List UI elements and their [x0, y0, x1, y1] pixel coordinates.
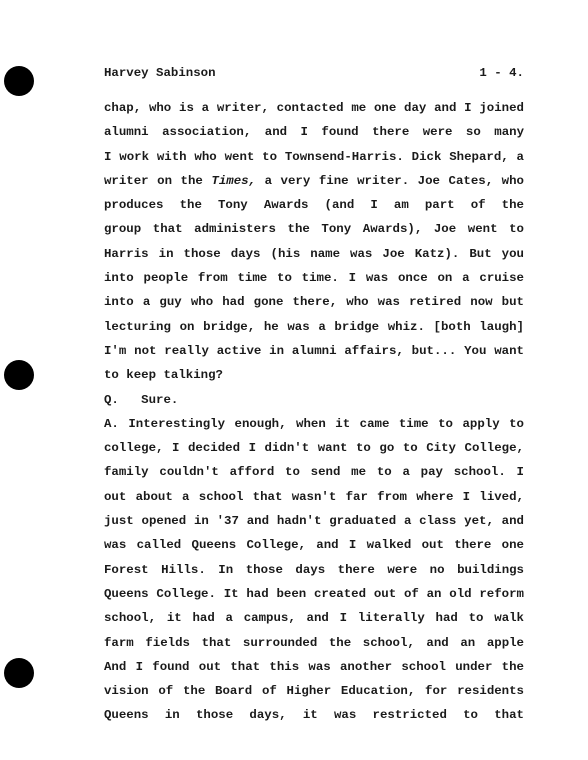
- transcript-line: out about a school that wasn't far from where I lived,: [104, 489, 524, 504]
- transcript-line: to keep talking?: [104, 368, 223, 383]
- transcript-line: Queens College. It had been created out of an old reform: [104, 586, 524, 601]
- transcript-line: into people from time to time. I was once on a cruise: [104, 271, 524, 286]
- transcript-line-text: writer on the: [104, 173, 212, 188]
- punch-hole-top: [4, 66, 34, 96]
- transcript-line-text: a very fine writer. Joe Cates, who: [256, 173, 524, 188]
- transcript-line: just opened in '37 and hadn't graduated a class yet, and: [104, 514, 524, 529]
- transcript-line: vision of the Board of Higher Education, for residents: [104, 684, 524, 699]
- transcript-line: Forest Hills. In those days there were no buildings: [104, 562, 524, 577]
- header-interviewee-name: Harvey Sabinson: [104, 66, 216, 80]
- transcript-line: lecturing on bridge, he was a bridge whiz. [both laugh]: [104, 319, 524, 334]
- transcript-line: alumni association, and I found there were so many: [104, 125, 524, 140]
- transcript-line: produces the Tony Awards (and I am part of the: [104, 198, 524, 213]
- transcript-line: group that administers the Tony Awards), Joe went to: [104, 222, 524, 237]
- transcript-line: Queens in those days, it was restricted to that: [104, 708, 524, 723]
- punch-hole-bottom: [4, 658, 34, 688]
- transcript-line: [104, 169, 524, 193]
- transcript-body: [104, 96, 524, 728]
- transcript-line-italic: Times,: [211, 173, 257, 188]
- transcript-line: college, I decided I didn't want to go to City College,: [104, 441, 524, 456]
- transcript-line: I'm not really active in alumni affairs, but... You want: [104, 343, 524, 358]
- transcript-line: school, it had a campus, and I literally had to walk: [104, 611, 524, 626]
- transcript-line: I work with who went to Townsend-Harris. Dick Shepard, a: [104, 149, 524, 164]
- transcript-line: Harris in those days (his name was Joe Katz). But you: [104, 246, 524, 261]
- transcript-line: was called Queens College, and I walked out there one: [104, 538, 524, 553]
- header-page-number: 1 - 4.: [479, 66, 524, 80]
- punch-hole-middle: [4, 360, 34, 390]
- transcript-line: into a guy who had gone there, who was retired now but: [104, 295, 524, 310]
- transcript-line: chap, who is a writer, contacted me one day and I joined: [104, 101, 524, 115]
- page-header: [104, 66, 524, 84]
- transcript-line: A. Interestingly enough, when it came time to apply to: [104, 416, 524, 431]
- transcript-line: family couldn't afford to send me to a pay school. I: [104, 465, 524, 480]
- transcript-line: And I found out that this was another school under the: [104, 659, 524, 674]
- transcript-line: Q. Sure.: [104, 392, 179, 407]
- transcript-line: farm fields that surrounded the school, and an apple: [104, 635, 524, 650]
